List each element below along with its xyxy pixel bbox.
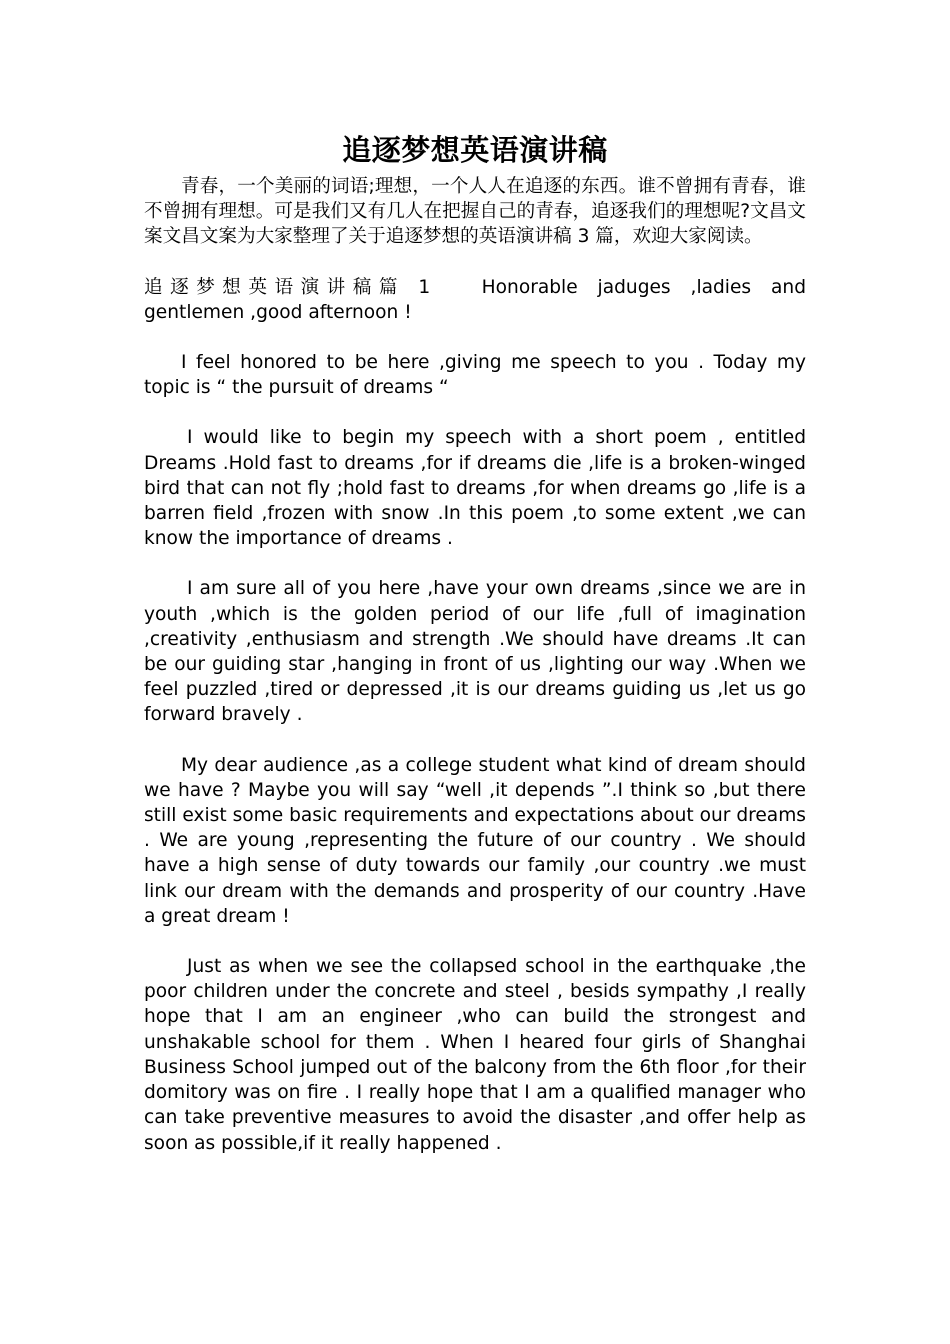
body-paragraph-3: I am sure all of you here ,have your own dreams ,since we are in youth ,which is the golden period of our life ,full of imagination ,creativity ,enthusiasm and strength .We should have dreams .It can be our guiding star ,hanging in front of us ,lighting our way .When we feel puzzled ,tired or depressed ,it is our dreams guiding us ,let us go forward bravely . bbox=[144, 578, 806, 726]
spacer bbox=[144, 728, 806, 753]
document-page bbox=[144, 128, 806, 1156]
section-heading-line bbox=[144, 275, 806, 300]
body-paragraph-1: I feel honored to be here ,giving me speech to you . Today my topic is “ the pursuit of dreams “ bbox=[144, 352, 806, 399]
greeting-line-1: Honorable jaduges ,ladies and bbox=[481, 276, 806, 298]
section-heading: 追逐梦想英语演讲稿篇 1 bbox=[144, 276, 438, 298]
greeting-line-2: gentlemen ,good afternoon ! bbox=[144, 301, 412, 323]
spacer bbox=[144, 551, 806, 576]
body-paragraph-4: My dear audience ,as a college student what kind of dream should we have ? Maybe you will say “well ,it depends ”.I think so ,but there still exist some basic requirements and expectations about our dreams . We are young ,representing the future of our country . We should have a high sense of duty towards our family ,our country .we must link our dream with the demands and prosperity of our country .Have a great dream ! bbox=[144, 754, 806, 927]
spacer bbox=[144, 250, 806, 275]
document-title: 追逐梦想英语演讲稿 bbox=[342, 133, 608, 167]
body-paragraph-5: Just as when we see the collapsed school in the earthquake ,the poor children under the concrete and steel , besids sympathy ,I really hope that I am an engineer ,who can build the strongest and unshakable school for them . When I heared four girls of Shanghai Business School jumped out of the balcony from the 6th floor ,for their domitory was on fire . I really hope that I am a qualified manager who can take preventive measures to avoid the disaster ,and offer help as soon as possible,if it really happened . bbox=[144, 956, 806, 1154]
spacer bbox=[144, 325, 806, 350]
body-paragraph-2: I would like to begin my speech with a short poem , entitled Dreams .Hold fast to dreams ,for if dreams die ,life is a broken-winged bird that can not fly ;hold fast to dreams ,for when dreams go ,life is a barren field ,frozen with snow .In this poem ,to some extent ,we can know the importance of dreams . bbox=[144, 427, 806, 550]
spacer bbox=[144, 400, 806, 425]
intro-paragraph: 青春，一个美丽的词语;理想，一个人人在追逐的东西。谁不曾拥有青春，谁不曾拥有理想。可是我们又有几人在把握自己的青春，追逐我们的理想呢?文昌文案文昌文案为大家整理了关于追逐梦想的英语演讲稿 3 篇，欢迎大家阅读。 bbox=[144, 176, 806, 248]
spacer bbox=[144, 929, 806, 954]
